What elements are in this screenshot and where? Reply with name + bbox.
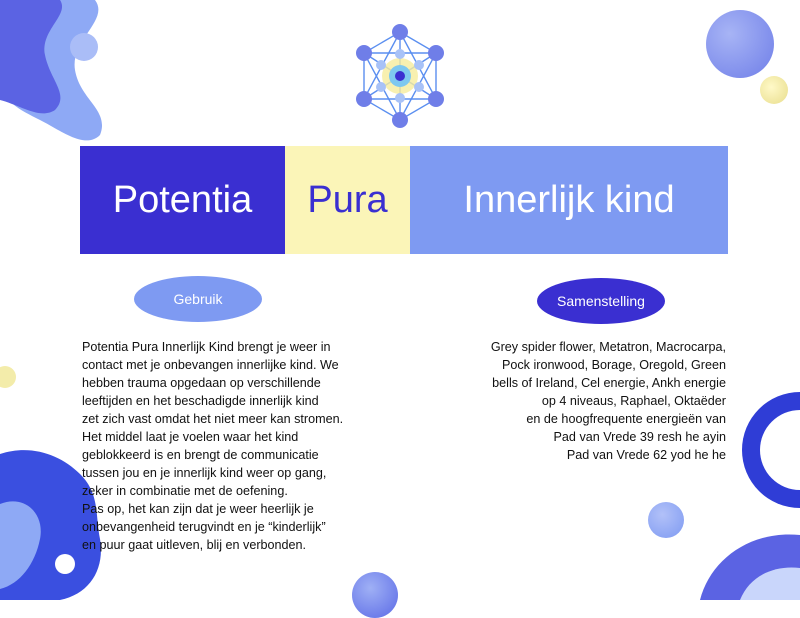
- usage-line: Pas op, het kan zijn dat je weer heerlijk je: [82, 502, 314, 516]
- composition-line: Pock ironwood, Borage, Oregold, Green: [501, 358, 726, 372]
- composition-line: Grey spider flower, Metatron, Macrocarpa,: [490, 340, 726, 354]
- usage-line: zet zich vast omdat het niet meer kan stromen.: [82, 412, 344, 426]
- decoration-top-left: [0, 0, 120, 150]
- title-part-innerlijk-kind: Innerlijk kind: [410, 146, 728, 254]
- composition-line: op 4 niveaus, Raphael, Oktaëder: [541, 394, 726, 408]
- usage-line: Potentia Pura Innerlijk Kind brengt je weer in: [82, 340, 331, 354]
- decoration-circle-bottom-middle: [352, 572, 398, 618]
- usage-line: en puur gaat uitleven, blij en verbonden.: [82, 538, 307, 552]
- usage-line: hebben trauma opgedaan op verschillende: [82, 376, 321, 390]
- title-part-potentia: Potentia: [80, 146, 285, 254]
- usage-line: contact met je onbevangen innerlijke kind. We: [82, 358, 339, 372]
- composition-line: bells of Ireland, Cel energie, Ankh energie: [492, 376, 726, 390]
- decoration-circle-top-right: [706, 10, 774, 78]
- decoration-dot-yellow-top-right: [760, 76, 788, 104]
- composition-line: Pad van Vrede 39 resh he ayin: [553, 430, 726, 444]
- usage-line: geblokkeerd is en brengt de communicatie: [82, 448, 319, 462]
- usage-line: Het middel laat je voelen waar het kind: [82, 430, 299, 444]
- composition-label: Samenstelling: [537, 278, 665, 324]
- title-banner: [80, 146, 728, 254]
- composition-line: en de hoogfrequente energieën van: [526, 412, 726, 426]
- composition-line: Pad van Vrede 62 yod he he: [566, 448, 726, 462]
- decoration-dot-yellow-left: [0, 366, 16, 388]
- usage-line: zeker in combinatie met de oefening.: [82, 484, 288, 498]
- usage-label: Gebruik: [134, 276, 262, 322]
- usage-text: [82, 338, 402, 554]
- usage-line: tussen jou en je innerlijk kind weer op gang,: [82, 466, 327, 480]
- metatron-cube-icon: [352, 22, 448, 130]
- decoration-circle-right-middle: [648, 502, 684, 538]
- usage-line: onbevangenheid terugvindt en je “kinderlijk”: [82, 520, 326, 534]
- usage-line: leeftijden en het beschadigde innerlijk kind: [82, 394, 319, 408]
- title-part-pura: Pura: [285, 146, 410, 254]
- composition-text: [440, 338, 726, 464]
